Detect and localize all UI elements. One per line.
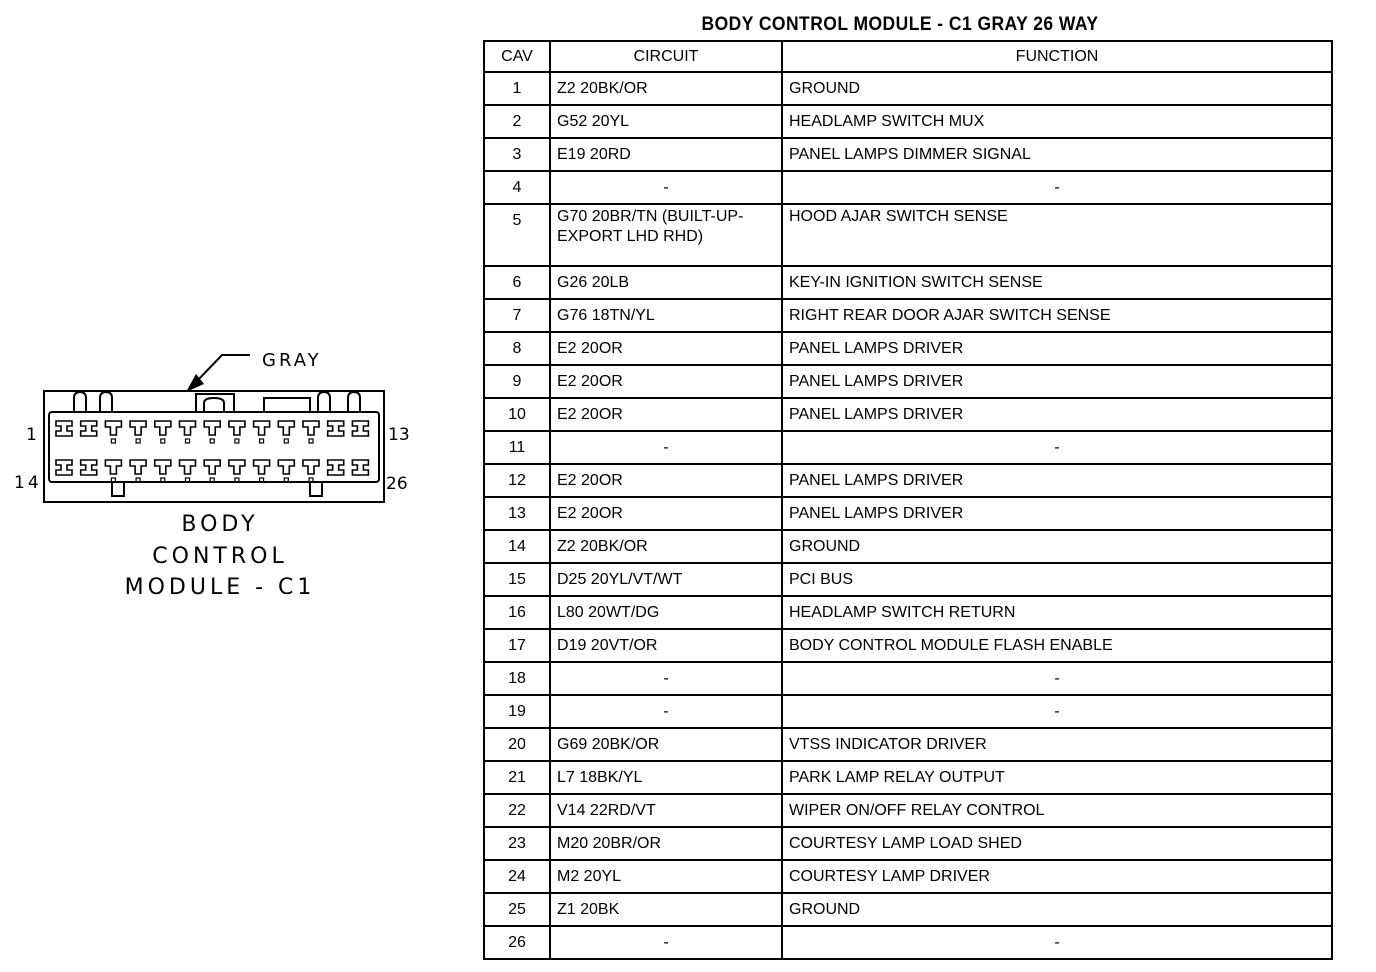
circuit-cell: Z1 20BK xyxy=(550,893,782,926)
cavity-18 xyxy=(155,460,171,474)
circuit-cell: E2 20OR xyxy=(550,464,782,497)
cavity-terminal-6 xyxy=(186,439,190,443)
table-row xyxy=(484,629,1332,662)
cavity-2 xyxy=(81,421,97,436)
header-circuit: CIRCUIT xyxy=(550,41,782,72)
cav-cell: 5 xyxy=(484,204,550,266)
function-cell: PANEL LAMPS DRIVER xyxy=(782,497,1332,530)
function-cell: BODY CONTROL MODULE FLASH ENABLE xyxy=(782,629,1332,662)
cavity-6 xyxy=(180,421,196,435)
circuit-cell: E2 20OR xyxy=(550,497,782,530)
cav-cell: 24 xyxy=(484,860,550,893)
circuit-cell: E2 20OR xyxy=(550,365,782,398)
cavity-12 xyxy=(328,421,344,436)
circuit-cell: G69 20BK/OR xyxy=(550,728,782,761)
circuit-cell: Z2 20BK/OR xyxy=(550,530,782,563)
function-cell: - xyxy=(782,431,1332,464)
circuit-cell: G52 20YL xyxy=(550,105,782,138)
table-row xyxy=(484,695,1332,728)
gray-callout xyxy=(186,355,250,392)
cav-cell: 26 xyxy=(484,926,550,959)
cavity-5 xyxy=(155,421,171,435)
color-label: GRAY xyxy=(262,350,322,371)
cav-cell: 11 xyxy=(484,431,550,464)
function-cell: HEADLAMP SWITCH RETURN xyxy=(782,596,1332,629)
cavity-24 xyxy=(303,460,319,474)
circuit-cell: - xyxy=(550,926,782,959)
connector-caption-line-2: CONTROL xyxy=(152,544,288,569)
table-row xyxy=(484,332,1332,365)
pin-label-14: 14 xyxy=(14,473,42,493)
cavity-14 xyxy=(56,460,72,475)
connector-housing xyxy=(44,391,384,502)
cavity-19 xyxy=(180,460,196,474)
cavity-16 xyxy=(105,460,121,474)
table-row xyxy=(484,398,1332,431)
cav-cell: 9 xyxy=(484,365,550,398)
circuit-cell: E19 20RD xyxy=(550,138,782,171)
circuit-cell: - xyxy=(550,695,782,728)
circuit-cell: D19 20VT/OR xyxy=(550,629,782,662)
cavity-26 xyxy=(352,460,368,475)
function-cell: HEADLAMP SWITCH MUX xyxy=(782,105,1332,138)
circuit-cell: V14 22RD/VT xyxy=(550,794,782,827)
cav-cell: 12 xyxy=(484,464,550,497)
cavity-23 xyxy=(278,460,294,474)
cavity-13 xyxy=(352,421,368,436)
header-function: FUNCTION xyxy=(782,41,1332,72)
cavity-terminal-10 xyxy=(284,439,288,443)
header-cav: CAV xyxy=(484,41,550,72)
function-cell: PCI BUS xyxy=(782,563,1332,596)
cav-cell: 6 xyxy=(484,266,550,299)
cavity-15 xyxy=(81,460,97,475)
function-cell: COURTESY LAMP DRIVER xyxy=(782,860,1332,893)
table-row xyxy=(484,266,1332,299)
circuit-cell: G76 18TN/YL xyxy=(550,299,782,332)
function-cell: PANEL LAMPS DIMMER SIGNAL xyxy=(782,138,1332,171)
cavity-3 xyxy=(105,421,121,435)
cavity-1 xyxy=(56,421,72,436)
cavity-4 xyxy=(130,421,146,435)
cav-cell: 1 xyxy=(484,72,550,105)
function-cell: GROUND xyxy=(782,72,1332,105)
function-cell: - xyxy=(782,926,1332,959)
function-cell: - xyxy=(782,695,1332,728)
table-row xyxy=(484,72,1332,105)
circuit-cell: M20 20BR/OR xyxy=(550,827,782,860)
pin-label-13: 13 xyxy=(388,425,410,445)
function-cell: COURTESY LAMP LOAD SHED xyxy=(782,827,1332,860)
cav-cell: 10 xyxy=(484,398,550,431)
table-row xyxy=(484,138,1332,171)
cav-cell: 23 xyxy=(484,827,550,860)
table-row xyxy=(484,794,1332,827)
connector-diagram xyxy=(0,330,460,520)
circuit-cell: E2 20OR xyxy=(550,398,782,431)
cavity-7 xyxy=(204,421,220,435)
circuit-cell: M2 20YL xyxy=(550,860,782,893)
table-row xyxy=(484,464,1332,497)
cavity-25 xyxy=(328,460,344,475)
table-row xyxy=(484,563,1332,596)
cavity-terminal-7 xyxy=(210,439,214,443)
cav-cell: 21 xyxy=(484,761,550,794)
cav-cell: 14 xyxy=(484,530,550,563)
connector-caption-line-1: BODY xyxy=(181,512,259,537)
cav-cell: 18 xyxy=(484,662,550,695)
circuit-cell: - xyxy=(550,662,782,695)
cav-cell: 19 xyxy=(484,695,550,728)
cav-cell: 25 xyxy=(484,893,550,926)
table-row xyxy=(484,728,1332,761)
circuit-cell: G26 20LB xyxy=(550,266,782,299)
connector-caption-line-3: MODULE - C1 xyxy=(124,575,316,600)
function-cell: - xyxy=(782,662,1332,695)
function-cell: VTSS INDICATOR DRIVER xyxy=(782,728,1332,761)
table-row xyxy=(484,827,1332,860)
function-cell: WIPER ON/OFF RELAY CONTROL xyxy=(782,794,1332,827)
table-row xyxy=(484,171,1332,204)
function-cell: HOOD AJAR SWITCH SENSE xyxy=(782,204,1332,266)
cav-cell: 8 xyxy=(484,332,550,365)
cavity-terminal-9 xyxy=(260,439,264,443)
function-cell: PARK LAMP RELAY OUTPUT xyxy=(782,761,1332,794)
function-cell: PANEL LAMPS DRIVER xyxy=(782,332,1332,365)
table-row xyxy=(484,204,1332,266)
cav-cell: 15 xyxy=(484,563,550,596)
function-cell: - xyxy=(782,171,1332,204)
table-row xyxy=(484,596,1332,629)
function-cell: PANEL LAMPS DRIVER xyxy=(782,464,1332,497)
table-row xyxy=(484,860,1332,893)
circuit-cell: Z2 20BK/OR xyxy=(550,72,782,105)
table-row xyxy=(484,105,1332,138)
cavity-terminal-4 xyxy=(136,439,140,443)
circuit-cell: L80 20WT/DG xyxy=(550,596,782,629)
circuit-cell: L7 18BK/YL xyxy=(550,761,782,794)
cavity-terminal-8 xyxy=(235,439,239,443)
circuit-cell: D25 20YL/VT/WT xyxy=(550,563,782,596)
cavity-21 xyxy=(229,460,245,474)
cavity-terminal-5 xyxy=(161,439,165,443)
table-title: BODY CONTROL MODULE - C1 GRAY 26 WAY xyxy=(701,14,1099,35)
cav-cell: 20 xyxy=(484,728,550,761)
cav-cell: 16 xyxy=(484,596,550,629)
circuit-cell: E2 20OR xyxy=(550,332,782,365)
circuit-cell: G70 20BR/TN (BUILT-UP-EXPORT LHD RHD) xyxy=(550,204,782,266)
cav-cell: 17 xyxy=(484,629,550,662)
function-cell: PANEL LAMPS DRIVER xyxy=(782,398,1332,431)
table-row xyxy=(484,893,1332,926)
cav-cell: 2 xyxy=(484,105,550,138)
cavity-8 xyxy=(229,421,245,435)
cav-cell: 4 xyxy=(484,171,550,204)
circuit-cell: - xyxy=(550,431,782,464)
cavity-20 xyxy=(204,460,220,474)
cavity-10 xyxy=(278,421,294,435)
pin-label-26: 26 xyxy=(386,474,408,494)
cav-cell: 22 xyxy=(484,794,550,827)
function-cell: RIGHT REAR DOOR AJAR SWITCH SENSE xyxy=(782,299,1332,332)
table-row xyxy=(484,299,1332,332)
connector-pins xyxy=(56,421,368,482)
cav-cell: 13 xyxy=(484,497,550,530)
table-row xyxy=(484,431,1332,464)
cavity-22 xyxy=(254,460,270,474)
pin-label-1: 1 xyxy=(26,425,37,445)
table-header-row xyxy=(484,41,1332,72)
table-row xyxy=(484,530,1332,563)
function-cell: PANEL LAMPS DRIVER xyxy=(782,365,1332,398)
table-row xyxy=(484,761,1332,794)
cavity-terminal-11 xyxy=(309,439,313,443)
function-cell: GROUND xyxy=(782,893,1332,926)
cav-cell: 7 xyxy=(484,299,550,332)
table-row xyxy=(484,662,1332,695)
cavity-11 xyxy=(303,421,319,435)
table-row xyxy=(484,926,1332,959)
table-row xyxy=(484,365,1332,398)
cavity-terminal-3 xyxy=(111,439,115,443)
function-cell: GROUND xyxy=(782,530,1332,563)
table-row xyxy=(484,497,1332,530)
pinout-table xyxy=(483,40,1333,960)
cav-cell: 3 xyxy=(484,138,550,171)
cavity-9 xyxy=(254,421,270,435)
cavity-17 xyxy=(130,460,146,474)
table-body xyxy=(484,72,1332,959)
circuit-cell: - xyxy=(550,171,782,204)
function-cell: KEY-IN IGNITION SWITCH SENSE xyxy=(782,266,1332,299)
